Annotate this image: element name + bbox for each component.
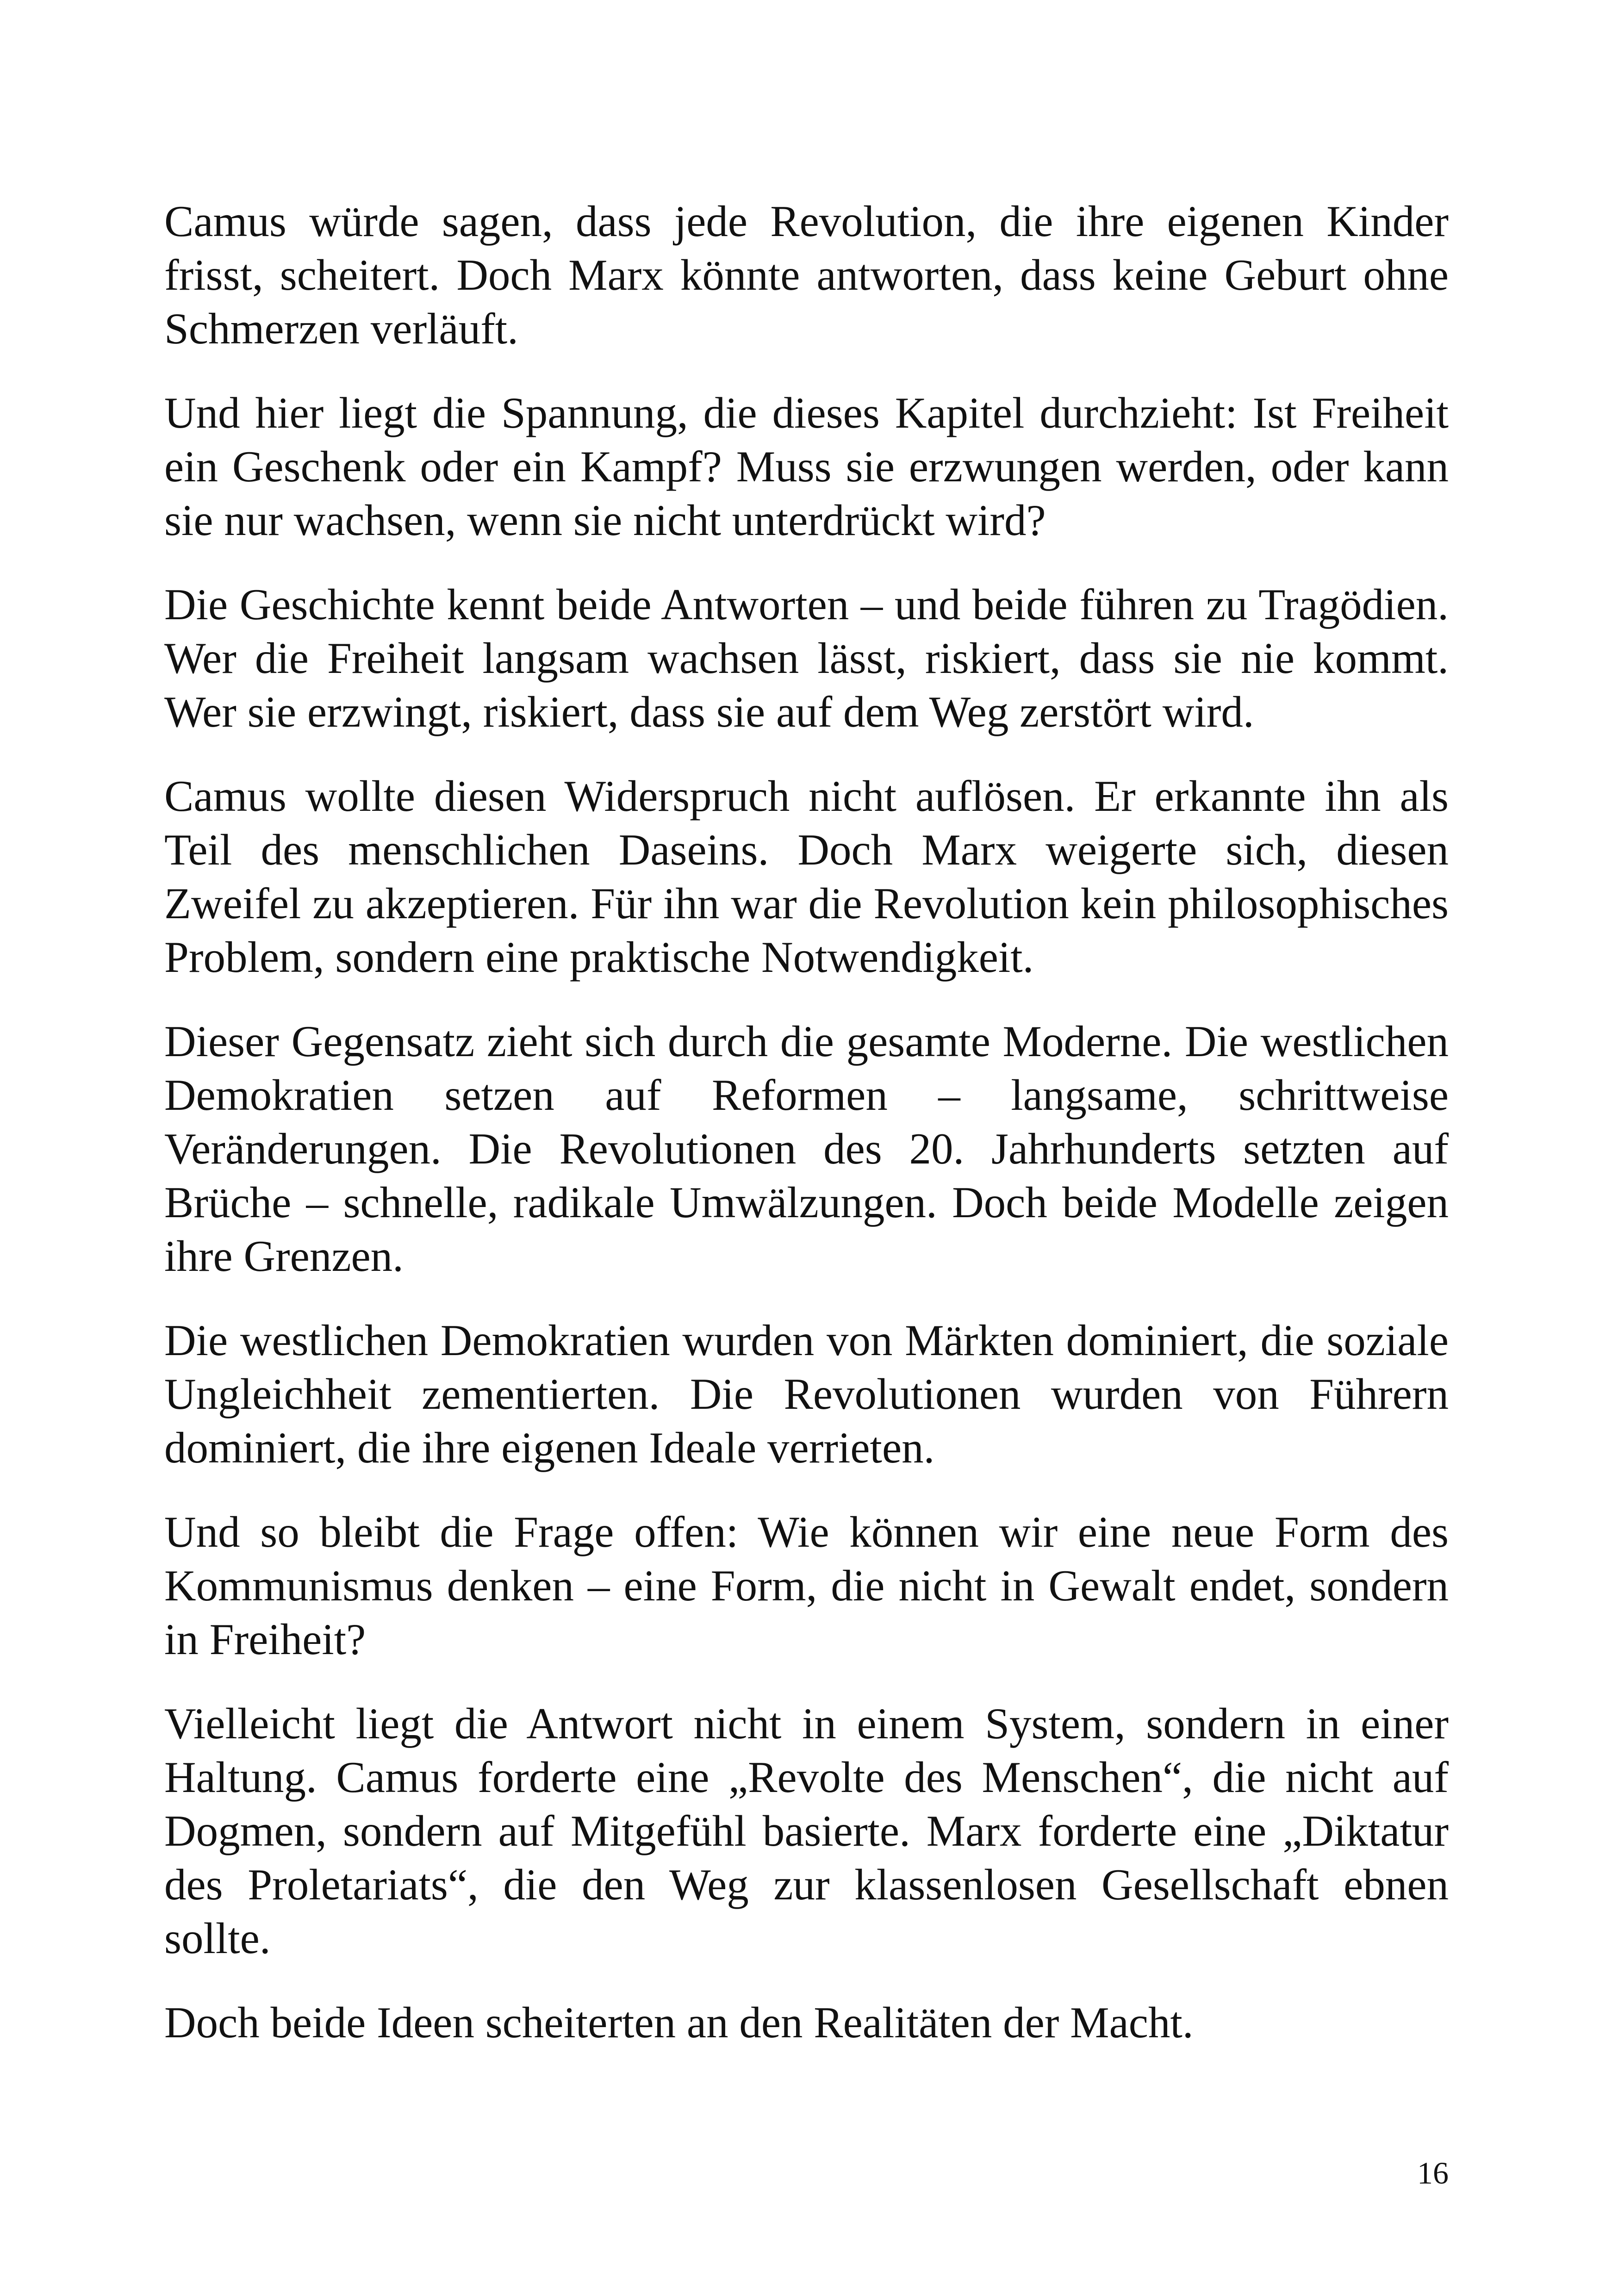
paragraph: Und hier liegt die Spannung, die dieses Kapitel durchzieht: Ist Freiheit ein Geschenk oder ein Kampf? Muss sie erzwungen werden, oder kann sie nur wachsen, wenn sie nicht unterdrückt wird? [164,388,1449,545]
paragraph: Doch beide Ideen scheiterten an den Realitäten der Macht. [164,1998,1194,2047]
paragraph: Dieser Gegensatz zieht sich durch die gesamte Moderne. Die westlichen Demokratien setzen auf Reformen – langsame, schrittweise Veränderungen. Die Revolutionen des 20. Jahrhunderts setzten auf Brüche – schnelle, radikale Umwälzungen. Doch beide Modelle zeigen ihre Grenzen. [164,1017,1449,1281]
paragraph: Camus wollte diesen Widerspruch nicht auflösen. Er erkannte ihn als Teil des menschlichen Daseins. Doch Marx weigerte sich, diesen Zweifel zu akzeptieren. Für ihn war die Revolution kein philosophisches Problem, sondern eine praktische Notwendigkeit. [164,772,1449,982]
paragraph: Die Geschichte kennt beide Antworten – und beide führen zu Tragödien. Wer die Freiheit langsam wachsen lässt, riskiert, dass sie nie kommt. Wer sie erzwingt, riskiert, dass sie auf dem Weg zerstört wird. [164,580,1449,736]
page-number: 16 [1417,2155,1449,2190]
paragraph: Und so bleibt die Frage offen: Wie können wir eine neue Form des Kommunismus denken – eine Form, die nicht in Gewalt endet, sondern in Freiheit? [164,1507,1449,1664]
paragraph: Vielleicht liegt die Antwort nicht in einem System, sondern in einer Haltung. Camus forderte eine „Revolte des Menschen“, die nicht auf Dogmen, sondern auf Mitgefühl basierte. Marx forderte eine „Diktatur des Proletariats“, die den Weg zur klassenlosen Gesellschaft ebnen sollte. [164,1699,1449,1963]
body-text [164,194,1449,2080]
paragraph: Die westlichen Demokratien wurden von Märkten dominiert, die soziale Ungleichheit zementierten. Die Revolutionen wurden von Führern dominiert, die ihre eigenen Ideale verrieten. [164,1316,1449,1472]
paragraph: Camus würde sagen, dass jede Revolution, die ihre eigenen Kinder frisst, scheitert. Doch Marx könnte antworten, dass keine Geburt ohne Schmerzen verläuft. [164,197,1449,353]
